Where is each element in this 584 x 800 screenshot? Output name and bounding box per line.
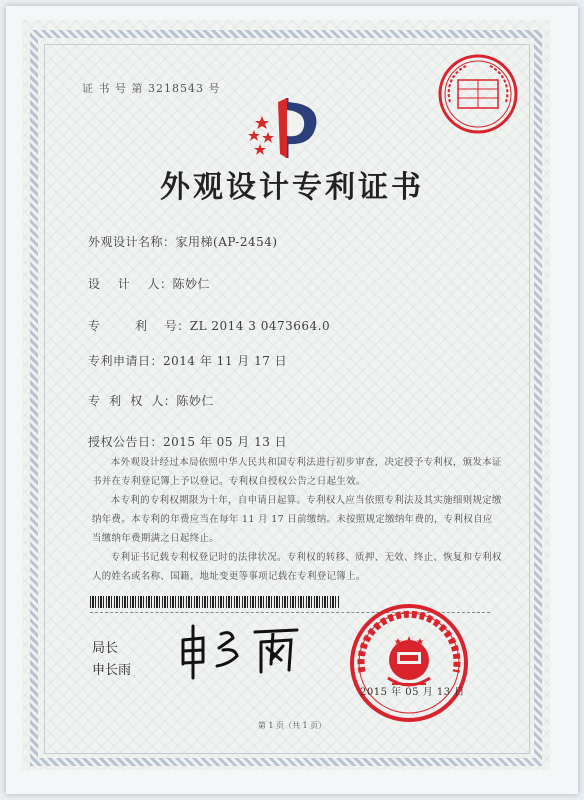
- page-number: 第 1 页（共 1 页）: [257, 721, 327, 730]
- issue-date: 2015 年 05 月 13 日: [360, 687, 465, 698]
- certificate-title: 外观设计专利证书: [160, 170, 424, 205]
- body-paragraph-2: 本专利的专利权期限为十年，自申请日起算。专利权人应当依照专利法及其实施细则规定缴纳年费。本专利的年费应当在每年 11 月 17 日前缴纳。未按照规定缴纳年费的，专利权自应当缴纳年费期满之日起终止。: [92, 495, 502, 544]
- patent-number-row: [88, 317, 330, 334]
- design-name-value: 家用梯(AP-2454): [175, 235, 278, 249]
- filing-date-row: [88, 352, 287, 369]
- official-seal-icon: [348, 602, 470, 724]
- certificate-number: 证 书 号 第 3218543 号: [82, 82, 221, 95]
- director-signature: [175, 620, 305, 680]
- designer-value: 陈妙仁: [172, 277, 211, 291]
- designer-label: 设 计 人：: [88, 277, 173, 291]
- certificate-body: [92, 453, 502, 586]
- patentee-row: [88, 392, 214, 409]
- filing-date-value: 2014 年 11 月 17 日: [163, 354, 288, 368]
- filing-date-label: 专利申请日：: [88, 354, 164, 368]
- grant-date-row: [88, 433, 287, 450]
- patent-office-logo: [240, 92, 330, 164]
- patentee-value: 陈妙仁: [176, 394, 214, 408]
- patent-number-label: 专 利 号：: [88, 319, 190, 333]
- barcode: [90, 596, 340, 608]
- director-title: 局长: [92, 641, 119, 656]
- director-name: 申长雨: [92, 663, 132, 678]
- grant-date-label: 授权公告日：: [88, 435, 164, 449]
- design-name-row: [88, 233, 278, 250]
- patent-number-value: ZL 2014 3 0473664.0: [189, 319, 331, 333]
- designer-row: [88, 275, 210, 292]
- body-paragraph-3: 专利证书记载专利权登记时的法律状况。专利权的转移、质押、无效、终止、恢复和专利权人的姓名或名称、国籍、地址变更等事项记载在专利登记簿上。: [92, 552, 502, 582]
- small-seal-icon: [436, 52, 520, 136]
- grant-date-value: 2015 年 05 月 13 日: [163, 435, 288, 449]
- patentee-label: 专 利 权 人：: [88, 394, 177, 408]
- body-paragraph-1: 本外观设计经过本局依照中华人民共和国专利法进行初步审查，决定授予专利权，颁发本证书并在专利登记簿上予以登记。专利权自授权公告之日起生效。: [92, 457, 502, 487]
- design-name-label: 外观设计名称：: [88, 235, 176, 249]
